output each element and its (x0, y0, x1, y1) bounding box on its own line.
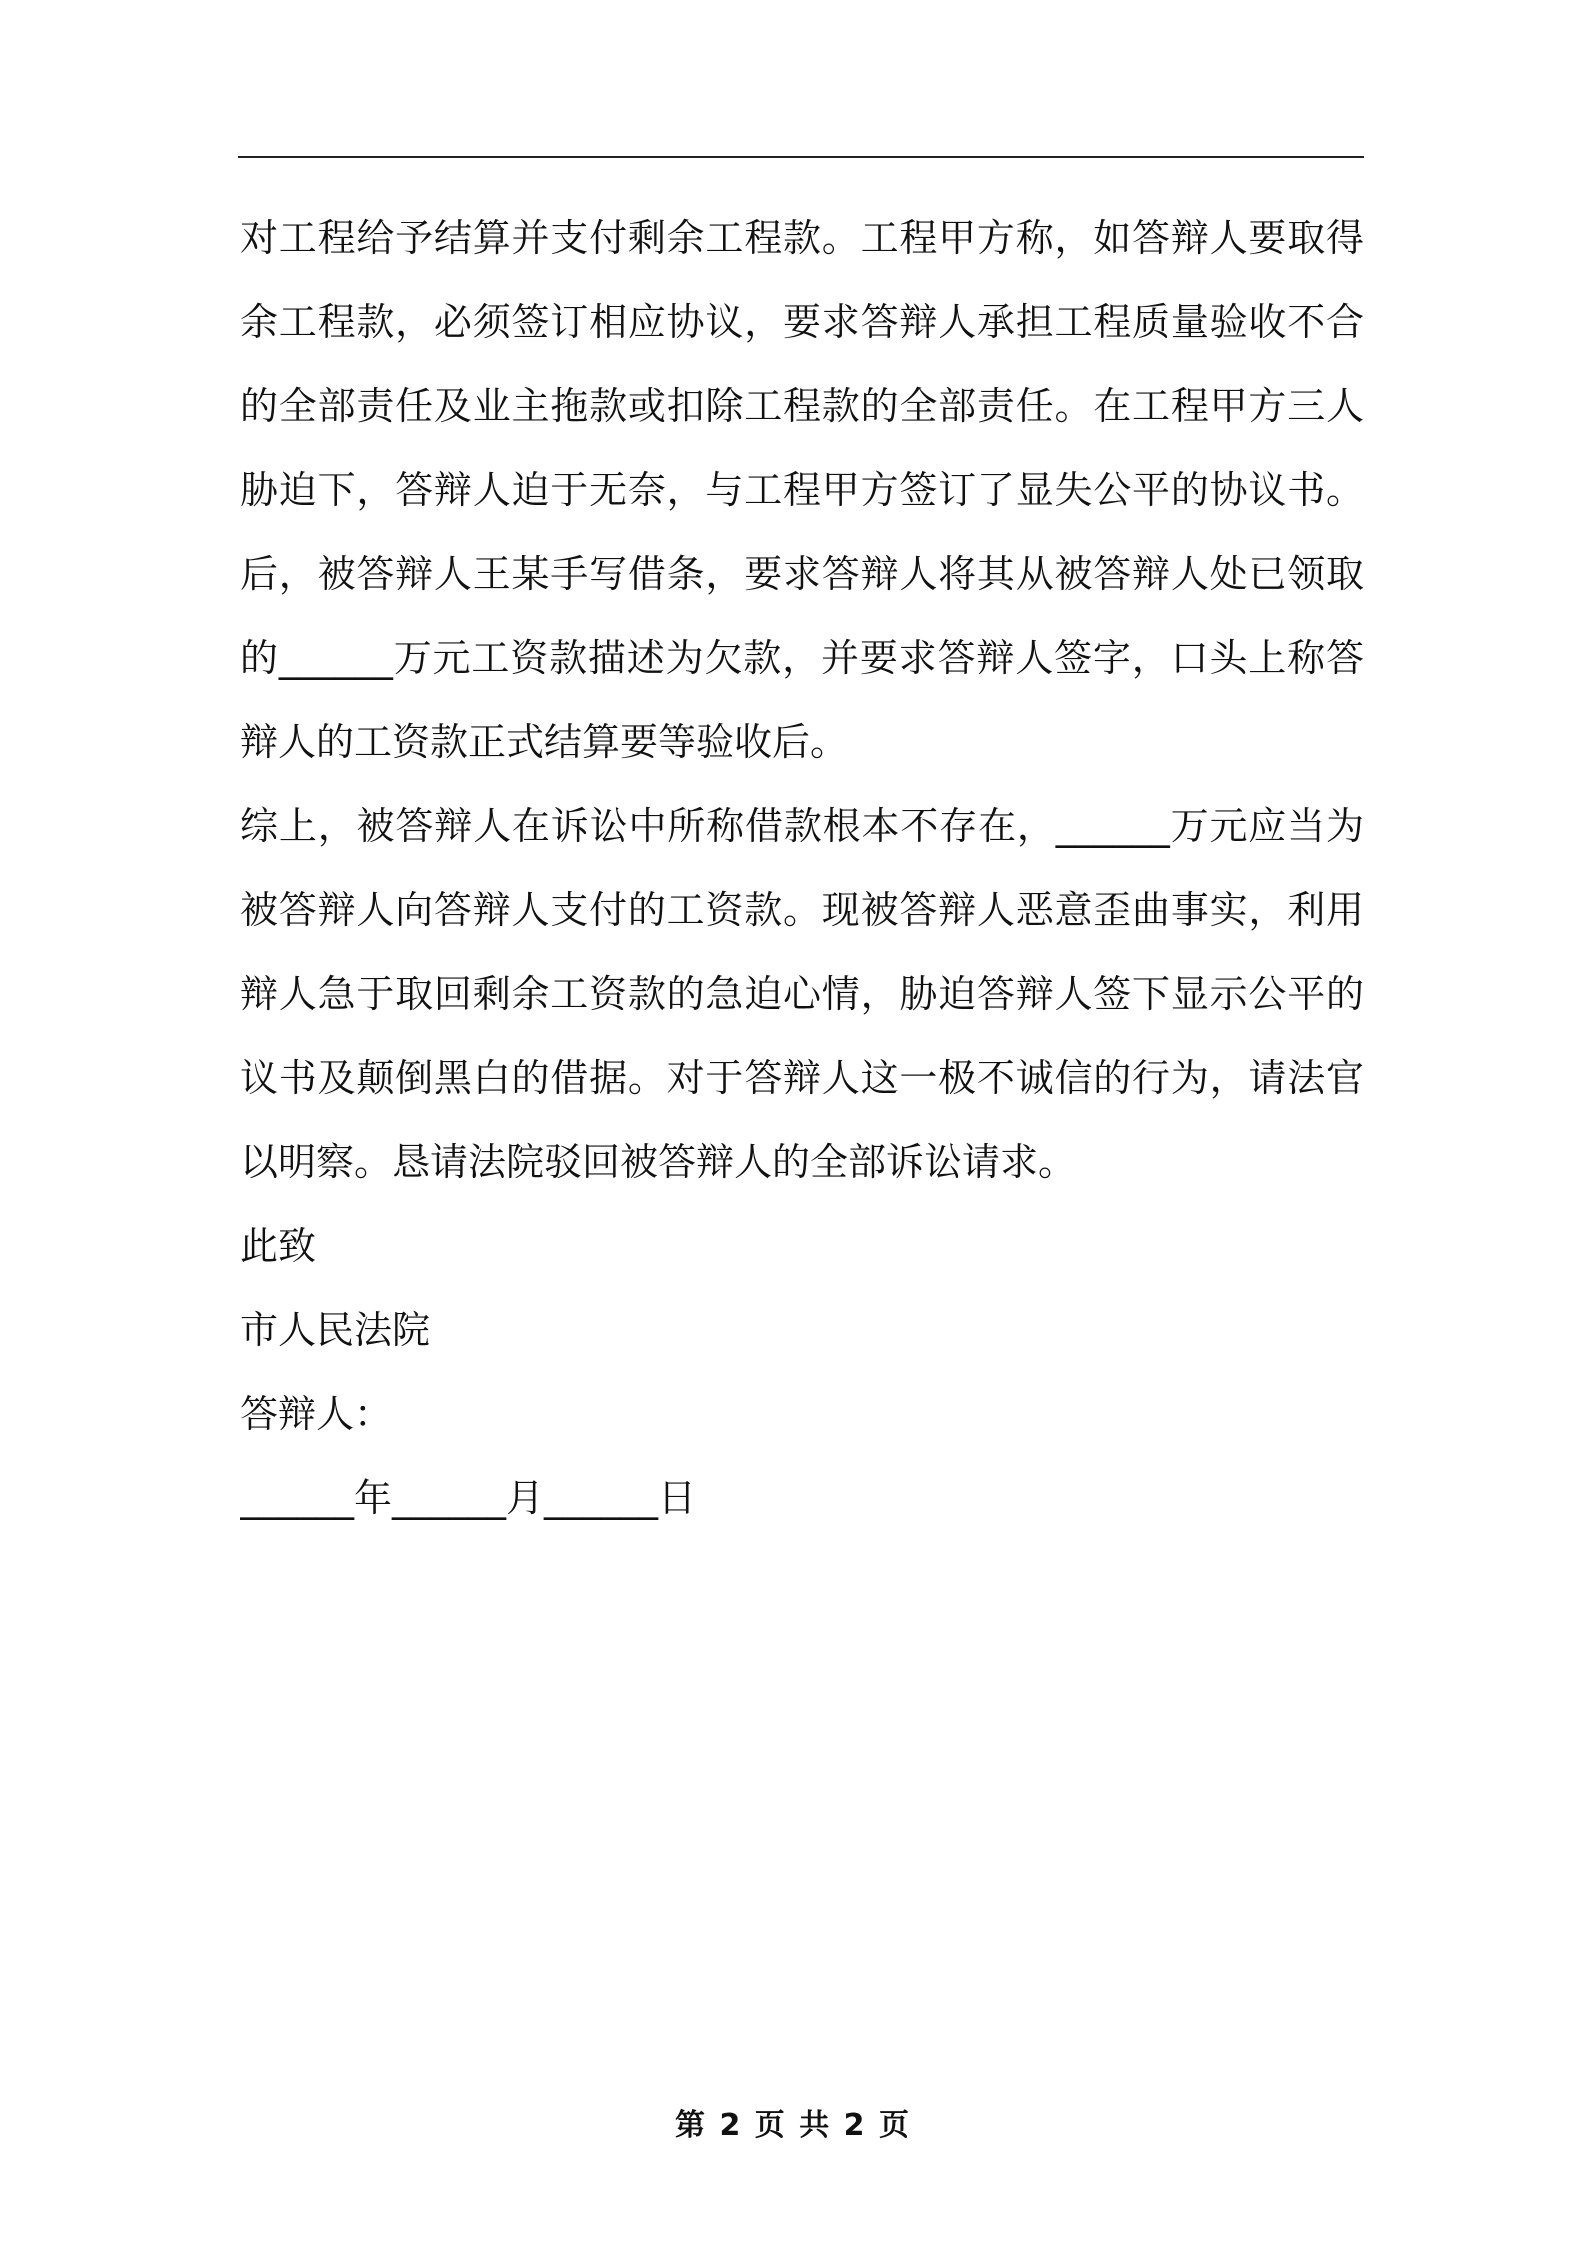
header-divider (238, 156, 1364, 158)
paragraph-line: 的______万元工资款描述为欠款，并要求答辩人签字，口头上称答 (240, 636, 1364, 680)
page-number: 第 2 页 共 2 页 (675, 2108, 911, 2143)
paragraph-line: 辩人急于取回剩余工资款的急迫心情，胁迫答辩人签下显示公平的 (240, 972, 1364, 1016)
paragraph-line: 后，被答辩人王某手写借条，要求答辩人将其从被答辩人处已领取 (240, 552, 1364, 596)
paragraph-line: 胁迫下，答辩人迫于无奈，与工程甲方签订了显失公平的协议书。 (240, 468, 1364, 512)
paragraph-line: 辩人的工资款正式结算要等验收后。 (240, 720, 849, 764)
paragraph-line: 议书及颠倒黑白的借据。对于答辩人这一极不诚信的行为，请法官 (240, 1056, 1364, 1100)
addressee: 市人民法院 (240, 1308, 431, 1352)
document-body (240, 196, 1364, 1540)
closing-salutation: 此致 (240, 1224, 317, 1268)
signatory-label: 答辩人： (240, 1392, 393, 1436)
paragraph-line: 综上，被答辩人在诉讼中所称借款根本不存在，______万元应当为 (240, 804, 1364, 848)
paragraph-line: 余工程款，必须签订相应协议，要求答辩人承担工程质量验收不合 (240, 300, 1364, 344)
date-line: ______年______月______日 (240, 1476, 697, 1520)
paragraph-line: 以明察。恳请法院驳回被答辩人的全部诉讼请求。 (240, 1140, 1077, 1184)
paragraph-line: 的全部责任及业主拖款或扣除工程款的全部责任。在工程甲方三人 (240, 384, 1364, 428)
paragraph-line: 被答辩人向答辩人支付的工资款。现被答辩人恶意歪曲事实，利用 (240, 888, 1364, 932)
paragraph-line: 对工程给予结算并支付剩余工程款。工程甲方称，如答辩人要取得 (240, 216, 1364, 260)
